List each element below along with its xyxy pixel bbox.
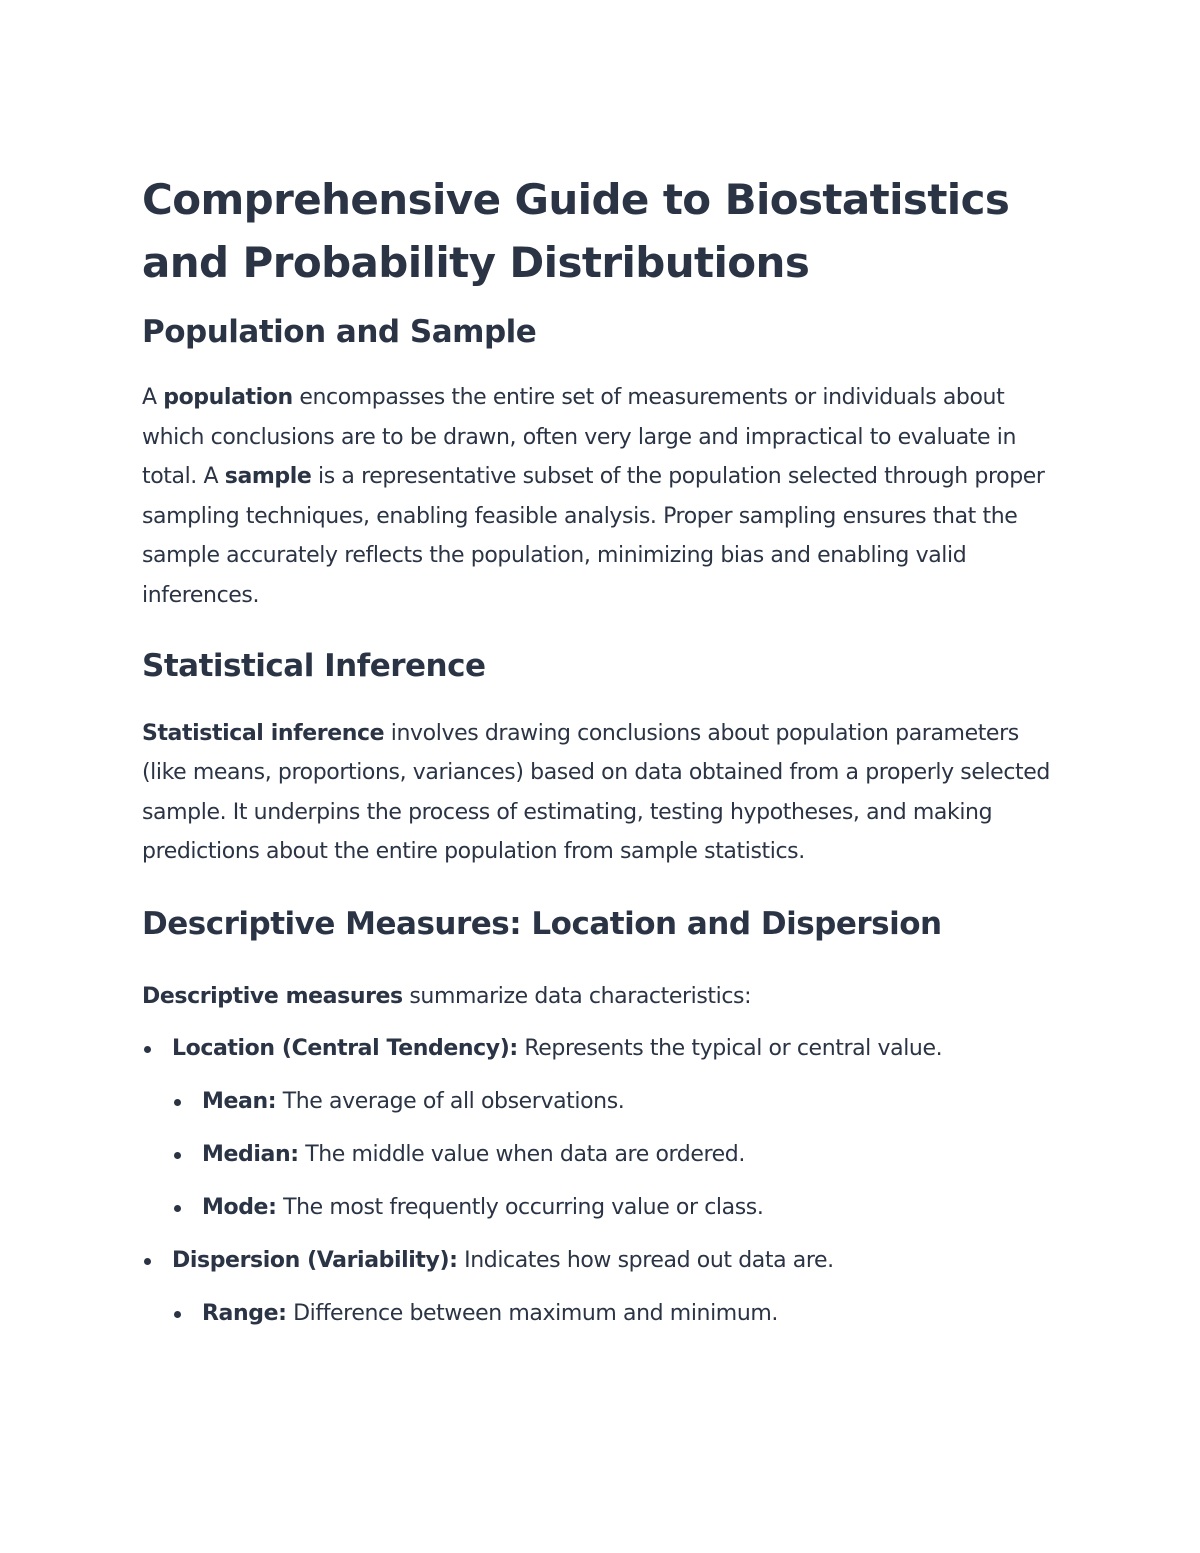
term-sample: sample <box>224 464 312 490</box>
list-item-term: Mode: <box>202 1194 277 1220</box>
list-item-text: Indicates how spread out data are. <box>457 1247 834 1273</box>
list-item-term: Range: <box>202 1300 287 1326</box>
text-fragment: involves drawing conclusions about population parameters (like means, proportions, variances) based on data obtained from a properly selected sample. It underpins the process of estimating, testing hypotheses, and making predictions about the entire population from sample statistics. <box>142 720 1050 865</box>
list-item-term: Median: <box>202 1141 299 1167</box>
text-fragment: summarize data characteristics: <box>402 983 752 1009</box>
text-fragment: A <box>142 385 164 410</box>
term-statistical-inference: Statistical inference <box>142 720 385 746</box>
paragraph-inference <box>142 714 1062 872</box>
list-item-text: The middle value when data are ordered. <box>298 1141 745 1167</box>
heading-population-and-sample: Population and Sample <box>142 314 537 350</box>
document-page <box>142 168 1062 1352</box>
document-title: Comprehensive Guide to Biostatistics and Probability Distributions <box>142 175 1010 287</box>
list-item-median <box>142 1140 1062 1170</box>
descriptive-measures-list <box>142 1034 1062 1329</box>
text-fragment: encompasses the entire set of measurements or individuals about which conclusions are to be drawn, often very large and impractical to evaluate in total. A <box>142 385 1016 490</box>
term-descriptive-measures: Descriptive measures <box>142 983 403 1009</box>
list-item-text: The average of all observations. <box>276 1088 625 1114</box>
heading-descriptive-measures: Descriptive Measures: Location and Dispersion <box>142 905 942 942</box>
list-item-mode <box>142 1193 1062 1223</box>
list-item-dispersion <box>142 1246 1062 1276</box>
list-item-location <box>142 1034 1062 1064</box>
list-item-text: Represents the typical or central value. <box>517 1035 943 1061</box>
list-item-range <box>142 1299 1062 1329</box>
list-item-term: Mean: <box>202 1088 277 1114</box>
paragraph-descriptive-intro <box>142 982 1062 1012</box>
list-item-text: The most frequently occurring value or class. <box>276 1194 764 1220</box>
list-item-term: Location (Central Tendency): <box>172 1035 518 1061</box>
paragraph-population <box>142 378 1062 616</box>
list-item-term: Dispersion (Variability): <box>172 1247 458 1273</box>
text-fragment: is a representative subset of the population selected through proper sampling techniques, enabling feasible analysis. Proper sampling ensures that the sample accurately reflects the population, minimizing bias and enabling valid inferences. <box>142 464 1045 608</box>
heading-statistical-inference: Statistical Inference <box>142 647 486 684</box>
list-item-text: Difference between maximum and minimum. <box>286 1300 778 1326</box>
list-item-mean <box>142 1087 1062 1117</box>
term-population: population <box>163 385 293 410</box>
